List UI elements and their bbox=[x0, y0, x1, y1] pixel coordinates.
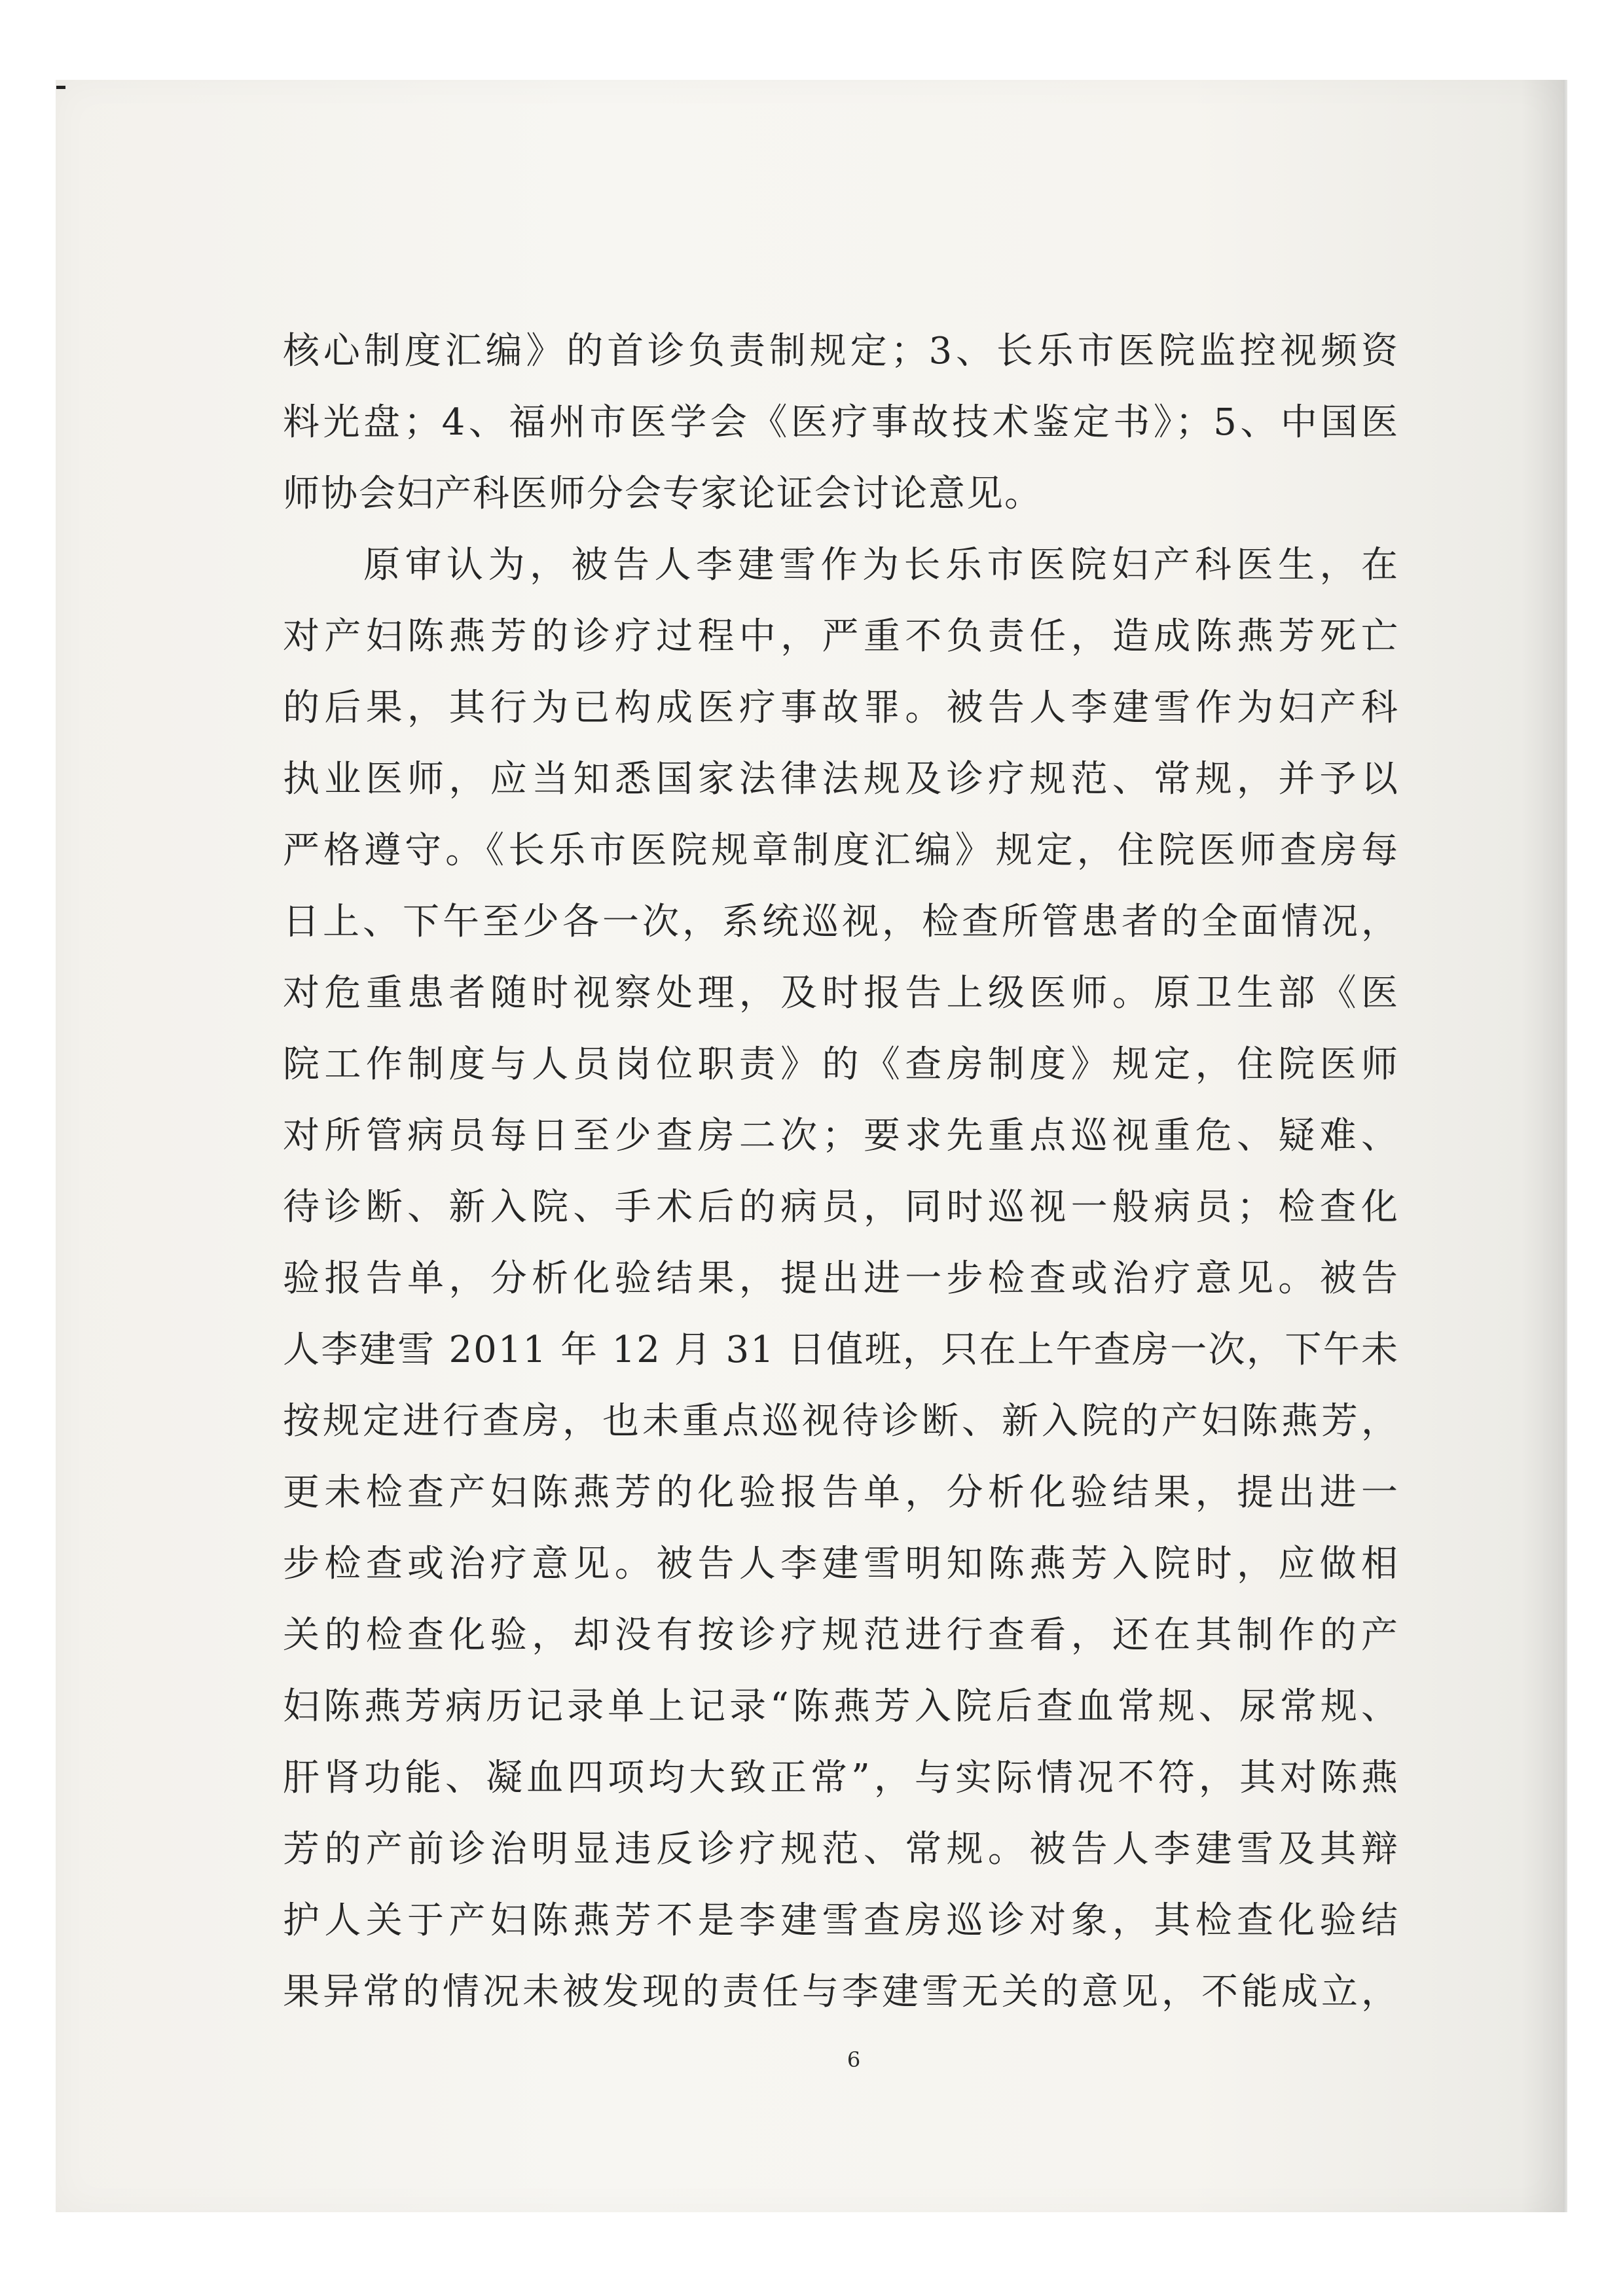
text-line: 原审认为，被告人李建雪作为长乐市医院妇产科医生，在 bbox=[363, 544, 1399, 586]
text-line: 师协会妇产科医师分会专家论证会讨论意见。 bbox=[283, 473, 1042, 515]
text-line: 日上、下午至少各一次，系统巡视，检查所管患者的全面情况， bbox=[283, 901, 1399, 943]
text-line: 对所管病员每日至少查房二次；要求先重点巡视重危、疑难、 bbox=[283, 1115, 1399, 1157]
page-number: 6 bbox=[847, 2047, 861, 2072]
text-line: 的后果，其行为已构成医疗事故罪。被告人李建雪作为妇产科 bbox=[283, 687, 1399, 729]
text-line: 核心制度汇编》的首诊负责制规定；3、长乐市医院监控视频资 bbox=[283, 330, 1399, 372]
text-line: 料光盘；4、福州市医学会《医疗事故技术鉴定书》；5、中国医 bbox=[283, 401, 1399, 444]
text-line: 关的检查化验，却没有按诊疗规范进行查看，还在其制作的产 bbox=[283, 1614, 1399, 1657]
text-line: 院工作制度与人员岗位职责》的《查房制度》规定，住院医师 bbox=[283, 1043, 1399, 1086]
text-line: 人李建雪 2011 年 12 月 31 日值班，只在上午查房一次，下午未 bbox=[283, 1329, 1399, 1371]
text-line: 芳的产前诊治明显违反诊疗规范、常规。被告人李建雪及其辩 bbox=[283, 1828, 1399, 1871]
text-line: 更未检查产妇陈燕芳的化验报告单，分析化验结果，提出进一 bbox=[283, 1471, 1399, 1514]
text-line: 严格遵守。《长乐市医院规章制度汇编》规定，住院医师查房每 bbox=[283, 829, 1399, 872]
paper-edge bbox=[1563, 80, 1567, 2212]
text-line: 妇陈燕芳病历记录单上记录“陈燕芳入院后查血常规、尿常规、 bbox=[283, 1685, 1399, 1728]
text-line: 果异常的情况未被发现的责任与李建雪无关的意见，不能成立， bbox=[283, 1971, 1399, 2013]
text-line: 执业医师，应当知悉国家法律法规及诊疗规范、常规，并予以 bbox=[283, 758, 1399, 800]
text-line: 护人关于产妇陈燕芳不是李建雪查房巡诊对象，其检查化验结 bbox=[283, 1899, 1399, 1942]
text-line: 步检查或治疗意见。被告人李建雪明知陈燕芳入院时，应做相 bbox=[283, 1543, 1399, 1585]
text-line: 验报告单，分析化验结果，提出进一步检查或治疗意见。被告 bbox=[283, 1257, 1399, 1300]
text-line: 待诊断、新入院、手术后的病员，同时巡视一般病员；检查化 bbox=[283, 1186, 1399, 1229]
document-body bbox=[283, 315, 1399, 2028]
paragraph bbox=[283, 315, 1399, 529]
text-line: 对危重患者随时视察处理，及时报告上级医师。原卫生部《医 bbox=[283, 972, 1399, 1014]
text-line: 对产妇陈燕芳的诊疗过程中，严重不负责任，造成陈燕芳死亡 bbox=[283, 615, 1399, 658]
scan-mark bbox=[56, 86, 65, 89]
text-line: 按规定进行查房，也未重点巡视待诊断、新入院的产妇陈燕芳， bbox=[283, 1400, 1399, 1443]
paragraph bbox=[283, 529, 1399, 2028]
text-line: 肝肾功能、凝血四项均大致正常”，与实际情况不符，其对陈燕 bbox=[283, 1757, 1399, 1799]
